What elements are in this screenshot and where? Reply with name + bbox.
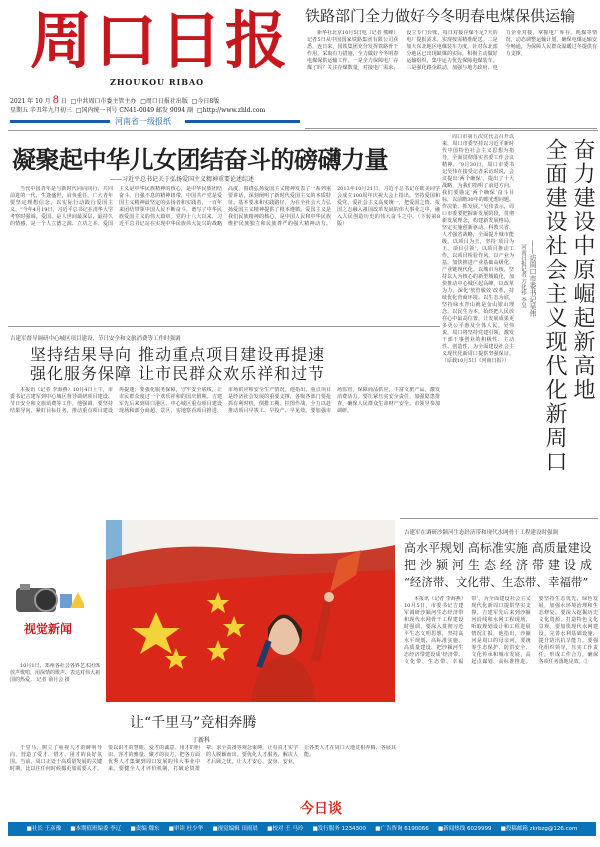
website-url[interactable]: □http://www.zhld.com (196, 107, 266, 114)
visual-news-label: 视觉新闻 (24, 622, 73, 636)
footer-bar (8, 822, 596, 836)
footer-item: ■广告咨询 6190066 (375, 826, 429, 832)
today-talk-logo: 今日谈 (300, 801, 342, 817)
divider (8, 326, 440, 327)
date-day: 8 (52, 95, 59, 106)
divider (400, 518, 598, 519)
issue-info: 星期五 辛丑年九月初三 (10, 107, 72, 114)
footer-item: ■发行服务 1234300 (312, 826, 367, 832)
footer-item: ■责编 魏东 (130, 826, 160, 832)
shaying-body: 本报讯（记者 李海燕）10月5日，市委书记吉建军调研沙颍河生态经济带和现代水网骨干工程建设时强调，要深入贯彻习近平生态文明思想，坚持高水平规划、高标准实施、高质量建设，把沙颍河生态经济带建设成‘经济带、文化带、生态带、幸福带’，为全面建设社会主义现代化新周口提供坚实支撑。吉建军先后来到沙颍河沿线和水网工程现场，听取规划设计和工程进展情况汇报。他指出，沙颍河是周口的母亲河，要统筹生态保护、防洪安全、文化传承和城市发展，高起点谋划、高标准推进。要坚持生态优先、绿色发展，加强水环境治理和生态修复。要深入挖掘历史文化资源，打造特色文化景观。要加快现代水网建设，完善水利基础设施，提升防汛抗旱能力。要强化组织领导，压实工作责任，形成工作合力，确保各项任务落地见效。② (404, 596, 598, 665)
date-suffix: 日 (60, 98, 67, 105)
main-story-headline: 凝聚起中华儿女团结奋斗的磅礴力量 (12, 146, 388, 174)
rank-bar (10, 116, 300, 126)
top-story-body: 新华社北京10月5日电（记者 熊峰）记者5日从中国国家铁路集团有限公司获悉，连日来，国铁集团充分发挥铁路骨干作用，采取有力措施，全力做好今冬明春电煤保供运输工作。一是全力保障电厂存煤了吗？关注存煤数量，对接电厂需求，设立专门台账，每日对接存煤不足7天的电厂提报需求，实现按需精准配送。二是加大东北地区电煤装车力度，针对东北部分地区已出现缺煤的实际，积极主动做好运输组织，集中运力优先保障电煤装车。三是强化路企联动，加强与地方政府、电力企业对接，掌握电厂库存、耗煤等情况，动态调整运输计划，确保电煤运输安全畅通，为保障人民群众温暖过冬提供有力支撑。 (307, 30, 597, 71)
dateline (10, 96, 300, 115)
footer-item: ■社长 王彦豫 (26, 826, 62, 832)
footer-item: ■审读 杜少华 (168, 826, 204, 832)
right-story-headline-1: 奋力建设中原崛起新高地 (570, 138, 595, 402)
second-story-body: 本报讯（记者 李海燕）10月4日上午，市委书记吉建军到中心城区督导调研项目建设、节日安全和文旅消费等工作。他强调，要坚持结果导向，紧盯目标任务，推动重点项目建设再提速；要强化服务保障，守牢安全底线，让市民群众度过一个欢乐祥和的国庆假期。吉建军先后来到周口港区、中心城区重点项目建设现场和部分商超、景区，实地察看项目推进、市场供应和安全生产情况。他指出，重点项目是经济社会发展的重要支撑，各级各部门要抢抓有利时机，倒排工期、挂图作战，全力以赴推动项目早竣工、早投产、早见效。要加强市场监管，保障商品供应，丰富文旅产品，激发消费活力。要压紧压实安全责任，加强隐患排查，确保人民群众生命财产安全。市领导参加调研。 (10, 387, 440, 414)
right-story-body: 周口市第五次党代会召开以来，周口市委坚持以习近平新时代中国特色社会主义思想为指导，全面贯彻落实省委工作会议精神。“9月30日，周口市委书记吴伟在接受记者采访时说，会议提出‘两个确保’，提出了十大战略，为我们指明了前进方向。我们要锚定‘两个确保’奋斗目标，以前瞻30年的眼光想问题、作决策、抓发展。”吴伟表示，周口市委要把握新发展阶段，贯彻新发展理念，构建新发展格局，坚定实施创新驱动、科教兴省、人才强省战略，全面提升城市能级。以项目为王，坚持‘项目为王、项目引领’，以项目推动工作，以项目检验作风。以产业为基，加快推进产业基础高级化、产业链现代化。以城市为核，坚持以人为核心的新型城镇化，加快推动中心城区起高峰。以改革为力，深化‘放管服效’改革，持续优化营商环境。以生态为底，坚持绿水青山就是金山银山理念。以民生为本，始终把人民放在心中最高位置，让发展成果更多更公平惠及全体人民。吴伟说，周口将坚持党建引领，激发干部干事创业的积极性、主动性、创造性，为全面建设社会主义现代化新周口提供坚强保证。（原载10月5日《河南日报》） (442, 134, 514, 364)
page-count: □今日8版 (191, 98, 220, 105)
masthead-logo: 周口日报 (30, 4, 291, 77)
footer-item: ■新闻热线 6029999 (438, 826, 492, 832)
sponsor: □中共周口市委主管主办 (70, 98, 137, 105)
column-headline: 让“千里马”竞相奔腾 (130, 715, 257, 731)
main-story-body: 当代中国青年是与新时代同向同行、共同前进的一代，生逢盛世，肩负重任。广大青年要坚定理想信念，以实际行动践行爱国主义。“今年4月19日，习近平总书记在清华大学考察时强调。爱国，是人世间最深层、最持久的情感，是一个人立德之源、立功之本。爱国主义是中华民族精神的核心，是中华民族团结奋斗、自强不息的精神纽带。中国共产党是爱国主义精神最坚定的弘扬者和实践者，一百年来团结带领中国人民不断奋斗，谱写了中华民族爱国主义的伟大篇章。党的十八大以来，习近平总书记站在实现中华民族伟大复兴的战略高度，围绕弘扬爱国主义精神发表了一系列重要讲话，深刻阐明了新时代爱国主义的本质特征、基本要求和实践路径，为在全社会大力弘扬爱国主义精神提供了根本遵循。爱国主义是我们民族精神的核心，是中国人民和中华民族维护民族独立和民族尊严的强大精神动力。2013年10月21日，习近平总书记在欧美同学会成立100周年庆祝大会上指出。坚持爱国和爱党、爱社会主义高度统一，把爱国之情、报国之志融入祖国改革发展的伟大事业之中，融入人民创造历史的伟大奋斗之中。（下转第8版） (10, 186, 440, 227)
column-body: 千里马，树立了重视人才的鲜明导向，营造了爱才、惜才、用才的良好氛围。当前，周口正处于高质量发展的关键时期，比以往任何时候都更加需要人才。要以识才的慧眼、爱才的诚意、用才的胆识、容才的雅量、聚才的良方，把各方面优秀人才集聚到周口发展的伟大事业中来。要健全人才评价机制，打破论资排辈、求全责备等观念束缚，让有真才实学的人脱颖而出。要优化人才服务，解决人才后顾之忧，让人才安心、安身、安业，让各类人才在周口大地竞相奔腾、各展其能。 (10, 745, 396, 772)
masthead-pinyin: ZHOUKOU RIBAO (110, 77, 205, 87)
divider (305, 128, 597, 129)
footer-item: ■校对 王 马玲 (267, 826, 304, 832)
footer-email[interactable]: ■投稿邮箱 zkrbzg@126.com (500, 826, 578, 832)
top-story-headline: 铁路部门全力做好今冬明春电煤保供运输 (305, 7, 576, 25)
second-story-kicker: 吉建军督导调研中心城区项目建设、节日安全和文旅消费等工作时强调 (10, 336, 181, 342)
date-year: 2021 (10, 98, 26, 105)
caption-text: 10月1日，郑州各社会各界艺术团体放声歌唱，用深情的歌声、表达对伟大祖国的热爱。 (10, 663, 100, 683)
rank-label: 河南省一级报纸 (115, 117, 171, 126)
second-story-headline-2: 强化服务保障 让市民群众欢乐祥和过节 (30, 364, 326, 383)
footer-item: ■本期值班编委 李辽 (70, 826, 122, 832)
photo-caption (10, 663, 100, 703)
publisher: □周口日报社出版 (140, 98, 188, 105)
right-story-subtitle: ——访周口市委书记吴伟 (529, 240, 537, 317)
main-story-subtitle: ——习近平总书记关于弘扬爱国主义精神重要论述综述 (110, 176, 255, 183)
shaying-kicker: 吉建军在调研沙颍河生态经济带和现代水网骨干工程建设时强调 (404, 530, 559, 536)
shaying-headline-2: 把沙颍河生态经济带建设成 (404, 558, 597, 572)
news-photo (106, 520, 395, 702)
photo-credit: 记者 俞月会 摄 (36, 677, 70, 683)
date-month: 年 10 月 (27, 98, 51, 105)
divider (8, 130, 598, 131)
shaying-headline-3: “经济带、文化带、生态带、幸福带” (404, 575, 589, 589)
second-story-headline-1: 坚持结果导向 推动重点项目建设再提速 (30, 345, 326, 364)
shaying-headline-1: 高水平规划 高标准实施 高质量建设 (404, 541, 592, 555)
cn-number: □国内统一刊号 CN41-0049 邮发 9094 副 (75, 107, 194, 114)
column-author: 丁新科 (192, 737, 211, 744)
camera-icon (14, 580, 84, 620)
footer-item: ■视觉编辑 田雨晨 (212, 826, 258, 832)
flag-singer-image (106, 520, 395, 702)
right-story-headline-2: 全面建设社会主义现代化新周口 (542, 138, 567, 474)
right-story-byline: 河南日报记者 方化祎 李昊 (520, 244, 526, 308)
